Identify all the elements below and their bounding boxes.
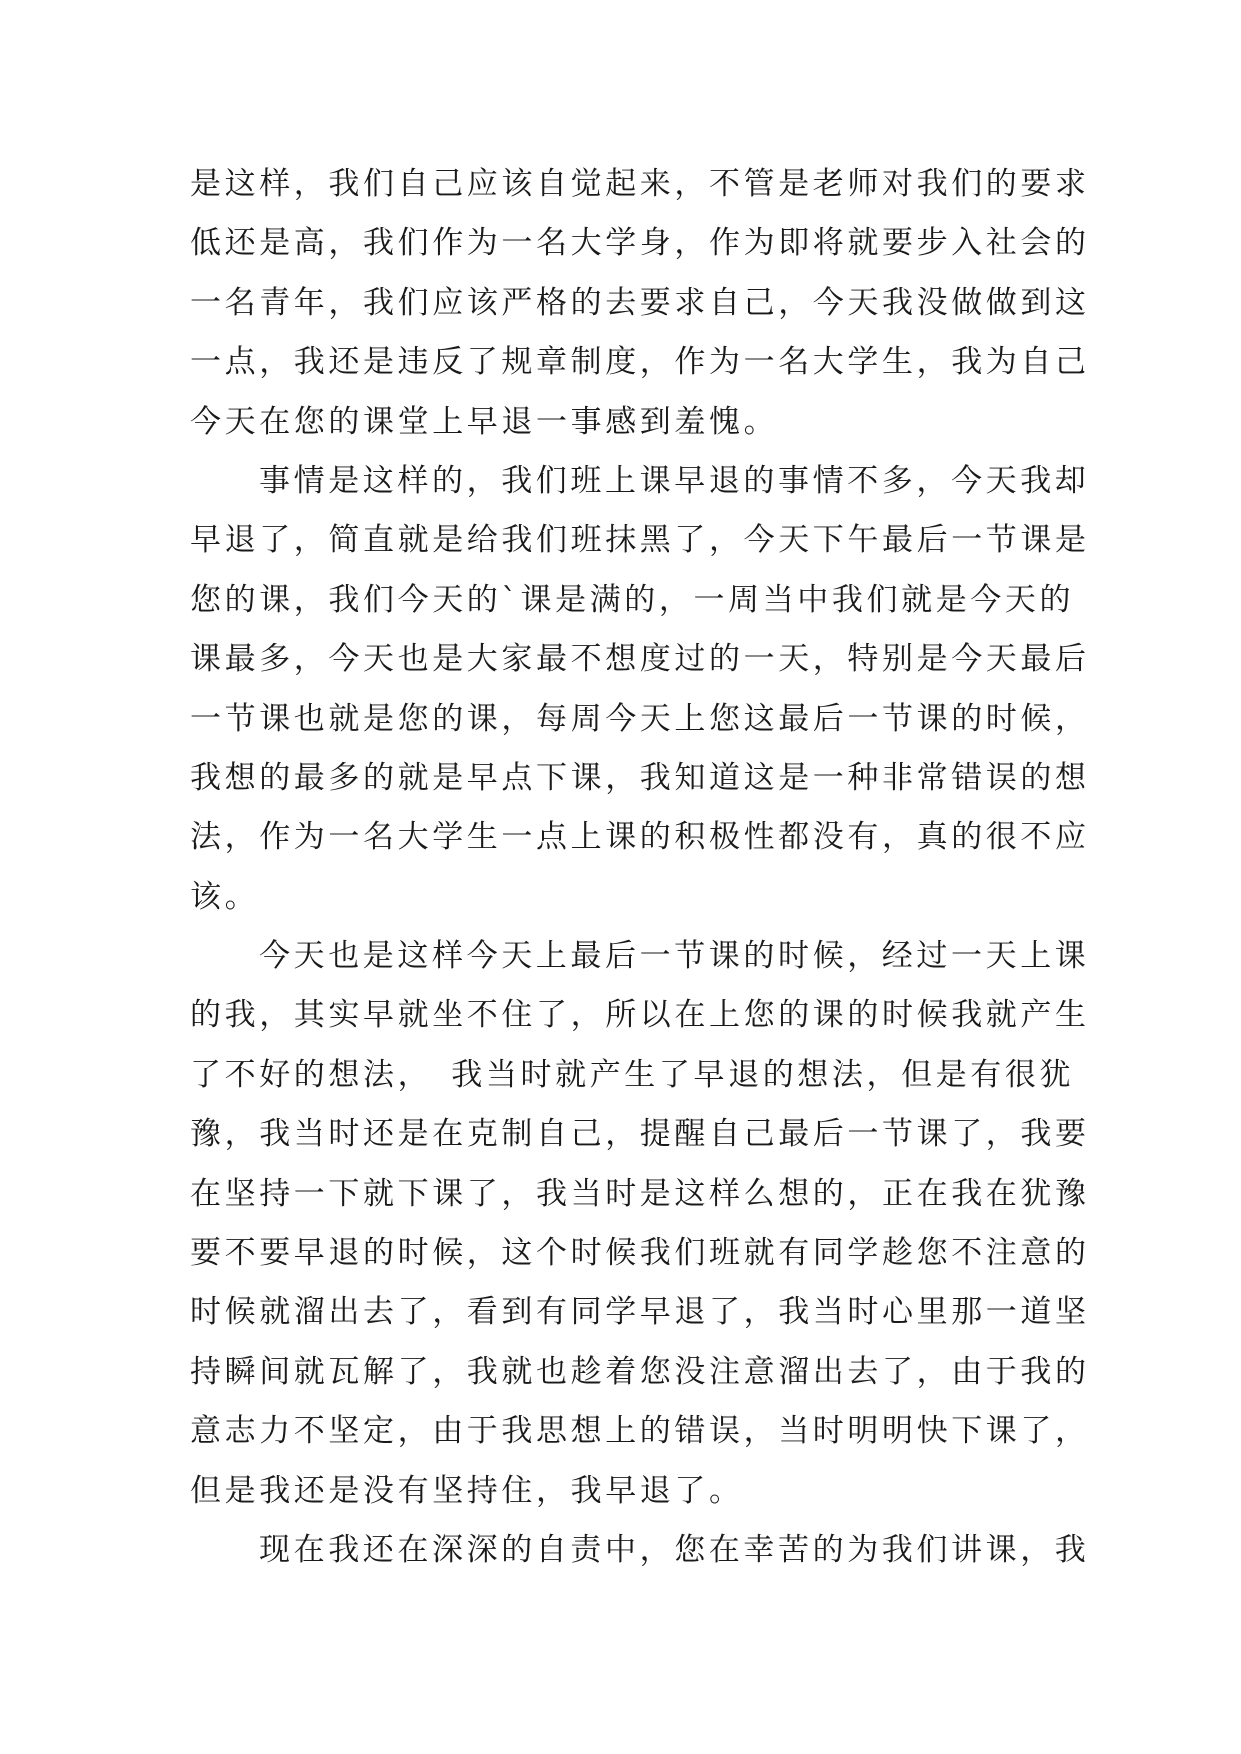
text-line: 要不要早退的时候，这个时候我们班就有同学趁您不注意的	[190, 1235, 1090, 1272]
text-line: 豫，我当时还是在克制自己，提醒自己最后一节课了，我要	[190, 1116, 1090, 1153]
text-line: 但是我还是没有坚持住，我早退了。	[190, 1472, 744, 1509]
text-line: 我想的最多的就是早点下课，我知道这是一种非常错误的想	[190, 759, 1090, 796]
document-body	[190, 155, 1090, 1580]
text-line: 时候就溜出去了，看到有同学早退了，我当时心里那一道坚	[190, 1294, 1090, 1331]
text-line: 该。	[190, 878, 260, 915]
paragraph-first-line: 今天也是这样今天上最后一节课的时候，经过一天上课	[259, 938, 1090, 975]
text-line: 今天在您的课堂上早退一事感到羞愧。	[190, 403, 779, 440]
text-line: 一节课也就是您的课，每周今天上您这最后一节课的时候，	[190, 700, 1090, 737]
text-line: 一名青年，我们应该严格的去要求自己，今天我没做做到这	[190, 284, 1090, 321]
paragraph-first-line: 事情是这样的，我们班上课早退的事情不多，今天我却	[259, 462, 1090, 499]
text-line: 一点，我还是违反了规章制度，作为一名大学生，我为自己	[190, 344, 1090, 381]
text-line: 的我，其实早就坐不住了，所以在上您的课的时候我就产生	[190, 997, 1090, 1034]
text-line: 在坚持一下就下课了，我当时是这样么想的，正在我在犹豫	[190, 1175, 1090, 1212]
text-line: 早退了，简直就是给我们班抹黑了，今天下午最后一节课是	[190, 522, 1090, 559]
text-line: 您的课，我们今天的`课是满的，一周当中我们就是今天的	[190, 581, 1075, 618]
text-line: 是这样，我们自己应该自觉起来，不管是老师对我们的要求	[190, 166, 1090, 202]
text-line: 持瞬间就瓦解了，我就也趁着您没注意溜出去了，由于我的	[190, 1353, 1090, 1390]
paragraph-first-line: 现在我还在深深的自责中，您在幸苦的为我们讲课，我	[259, 1531, 1090, 1568]
text-line: 意志力不坚定，由于我思想上的错误，当时明明快下课了，	[190, 1413, 1090, 1450]
text-line: 课最多，今天也是大家最不想度过的一天，特别是今天最后	[190, 641, 1090, 678]
text-line: 了不好的想法， 我当时就产生了早退的想法，但是有很犹	[190, 1056, 1075, 1093]
text-line: 低还是高，我们作为一名大学身，作为即将就要步入社会的	[190, 225, 1090, 262]
text-line: 法，作为一名大学生一点上课的积极性都没有，真的很不应	[190, 819, 1090, 856]
